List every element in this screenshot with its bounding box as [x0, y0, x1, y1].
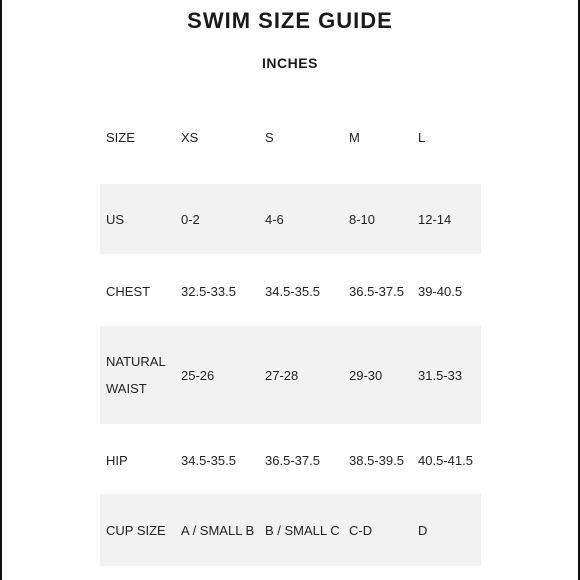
- page-title: SWIM SIZE GUIDE: [187, 8, 393, 33]
- table-cell: 38.5-39.5: [349, 452, 404, 468]
- header-cell-s: S: [265, 129, 274, 145]
- left-border: [0, 0, 2, 580]
- table-cell: 25-26: [181, 367, 215, 383]
- table-cell: C-D: [349, 522, 373, 538]
- table-cell: 39-40.5: [418, 283, 463, 299]
- table-cell: 29-30: [349, 367, 383, 383]
- table-cell: 40.5-41.5: [418, 452, 473, 468]
- table-cell: D: [418, 522, 428, 538]
- table-cell: 34.5-35.5: [181, 452, 236, 468]
- row-label: HIP: [106, 452, 128, 468]
- table-cell: 36.5-37.5: [349, 283, 404, 299]
- table-cell: 27-28: [265, 367, 299, 383]
- header-cell-l: L: [418, 129, 426, 145]
- header-cell-m: M: [349, 129, 360, 145]
- table-row-cup-size: [100, 494, 481, 566]
- table-cell: 31.5-33: [418, 367, 463, 383]
- header-cell-xs: XS: [181, 129, 199, 145]
- unit-subtitle: INCHES: [262, 55, 318, 71]
- table-cell: 0-2: [181, 211, 200, 227]
- table-cell: 36.5-37.5: [265, 452, 320, 468]
- table-cell: 32.5-33.5: [181, 283, 236, 299]
- table-header-row: [100, 118, 481, 156]
- table-cell: B / SMALL C: [265, 522, 340, 538]
- row-label: CUP SIZE: [106, 522, 166, 538]
- row-label: CHEST: [106, 283, 151, 299]
- row-label: NATURAL WAIST: [106, 354, 166, 396]
- table-row-hip: [100, 426, 481, 494]
- table-row-natural-waist: [100, 326, 481, 424]
- table-cell: 4-6: [265, 211, 284, 227]
- table-row-chest: [100, 256, 481, 326]
- table-cell: 8-10: [349, 211, 376, 227]
- table-cell: 12-14: [418, 211, 452, 227]
- table-cell: A / SMALL B: [181, 522, 255, 538]
- header-cell-size: SIZE: [106, 129, 135, 145]
- table-cell: 34.5-35.5: [265, 283, 320, 299]
- table-row-us: [100, 184, 481, 254]
- row-label: US: [106, 211, 125, 227]
